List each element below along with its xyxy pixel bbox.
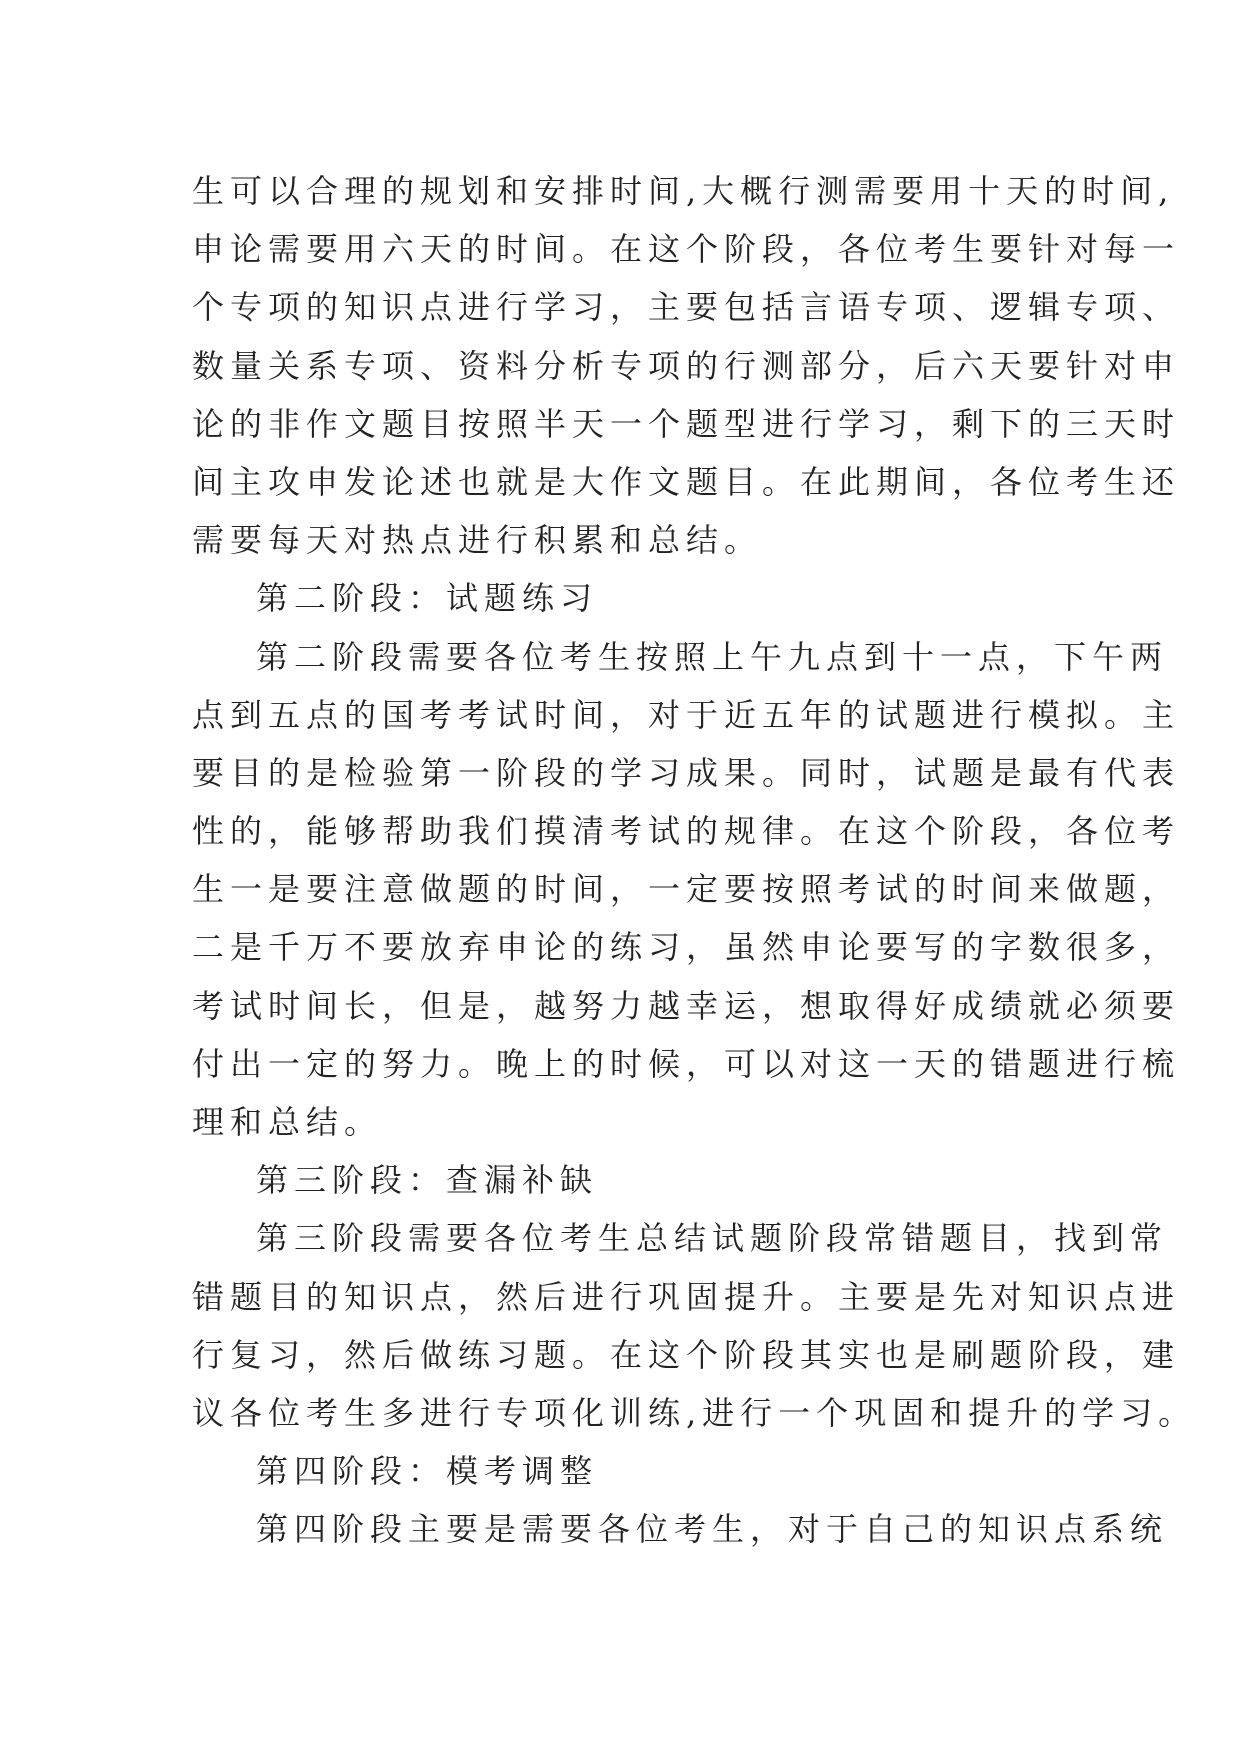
paragraph-line: 议各位考生多进行专项化训练,进行一个巩固和提升的学习。: [192, 1393, 1197, 1432]
body-text: [192, 162, 1197, 1559]
paragraph-line: 点到五点的国考考试时间，对于近五年的试题进行模拟。主: [192, 695, 1181, 734]
paragraph-line: 生可以合理的规划和安排时间,大概行测需要用十天的时间,: [192, 172, 1175, 210]
paragraph-line: 间主攻申发论述也就是大作文题目。在此期间，各位考生还: [192, 462, 1181, 501]
paragraph-line: 生一是要注意做题的时间，一定要按照考试的时间来做题，: [192, 870, 1181, 909]
paragraph-line: 申论需要用六天的时间。在这个阶段，各位考生要针对每一: [192, 230, 1181, 269]
paragraph-line: 考试时间长，但是，越努力越幸运，想取得好成绩就必须要: [192, 986, 1181, 1025]
paragraph-line: 第二阶段需要各位考生按照上午九点到十一点，下午两: [256, 637, 1169, 676]
paragraph-line: 论的非作文题目按照半天一个题型进行学习，剩下的三天时: [192, 404, 1181, 443]
paragraph-line: 第四阶段主要是需要各位考生，对于自己的知识点系统: [256, 1510, 1169, 1549]
section-heading: 第四阶段：模考调整: [256, 1452, 599, 1491]
paragraph-line: 错题目的知识点，然后进行巩固提升。主要是先对知识点进: [192, 1277, 1181, 1316]
section-heading: 第二阶段：试题练习: [256, 579, 599, 618]
paragraph-line: 数量关系专项、资料分析专项的行测部分，后六天要针对申: [192, 346, 1181, 385]
paragraph-line: 行复习，然后做练习题。在这个阶段其实也是刷题阶段，建: [192, 1335, 1181, 1374]
paragraph-line: 个专项的知识点进行学习，主要包括言语专项、逻辑专项、: [192, 288, 1181, 327]
paragraph-line: 需要每天对热点进行积累和总结。: [192, 521, 763, 560]
paragraph-line: 付出一定的努力。晚上的时候，可以对这一天的错题进行梳: [192, 1044, 1181, 1083]
paragraph-line: 二是千万不要放弃申论的练习，虽然申论要写的字数很多，: [192, 928, 1181, 967]
paragraph-line: 理和总结。: [192, 1103, 383, 1141]
paragraph-line: 性的，能够帮助我们摸清考试的规律。在这个阶段，各位考: [192, 812, 1181, 851]
paragraph-line: 第三阶段需要各位考生总结试题阶段常错题目，找到常: [256, 1219, 1169, 1258]
paragraph-line: 要目的是检验第一阶段的学习成果。同时，试题是最有代表: [192, 753, 1181, 792]
section-heading: 第三阶段：查漏补缺: [256, 1161, 599, 1200]
